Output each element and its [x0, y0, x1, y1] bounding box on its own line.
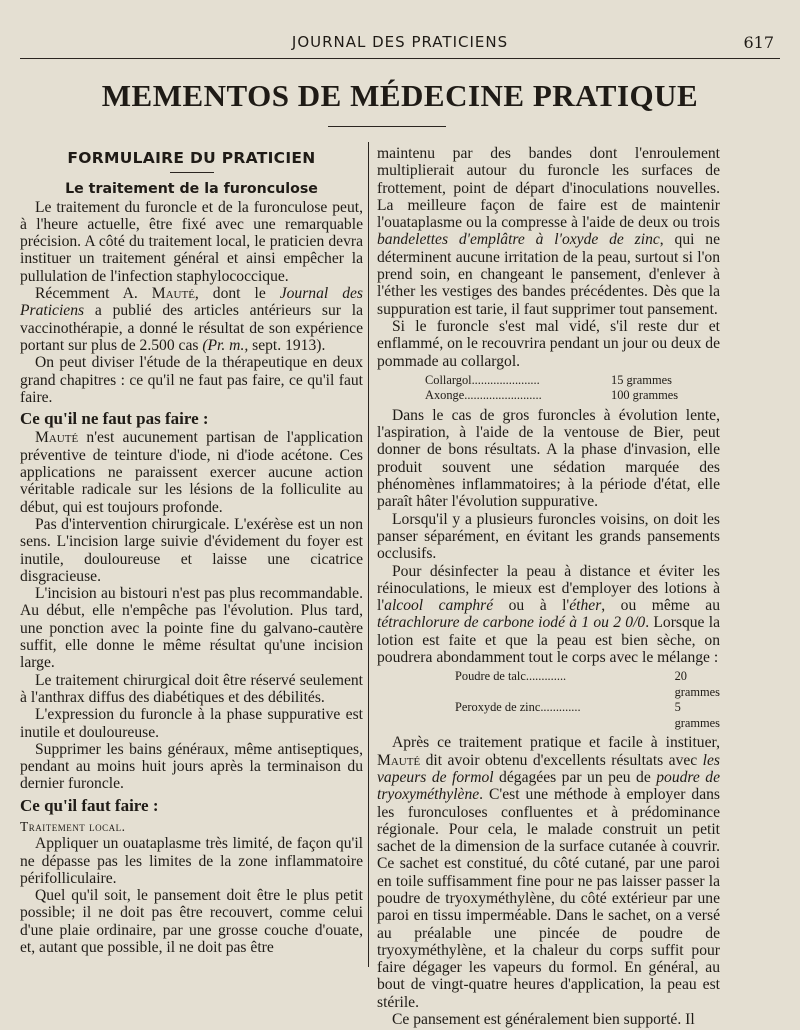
formula-row [377, 669, 720, 700]
formula-row [377, 388, 720, 404]
page-header [20, 30, 780, 59]
running-head: JOURNAL DES PRATICIENS [291, 33, 509, 51]
left-column [20, 148, 363, 956]
paragraph: Lorsqu'il y a plusieurs furoncles voisins, on doit les panser séparément, en évitant les grands pansements occlusifs. [377, 510, 720, 563]
paragraph: Supprimer les bains généraux, même antiseptiques, pendant au moins huit jours après la terminaison du dernier furoncle. [20, 740, 363, 793]
paragraph [20, 285, 363, 354]
text-run: n'est aucunement partisan de l'application préventive de teinture d'iode, ni d'iode acétone. Ces applications ne paraissent exercer aucune action véritable radicale sur les lésions de la folliculite au début, qui est toujours profonde. [20, 429, 363, 516]
author-name: Mauté [35, 429, 79, 447]
italic-term: éther [569, 597, 602, 615]
text-run: Récemment A. [35, 285, 152, 303]
ingredient-qty: 15 grammes [611, 372, 672, 387]
paragraph: L'expression du furoncle à la phase suppurative est inutile et douloureuse. [20, 706, 363, 741]
right-column [377, 145, 720, 1028]
paragraph: Le traitement chirurgical doit être réservé seulement à l'anthrax diffus des diabétiques et des débilités. [20, 671, 363, 706]
formula-row [377, 700, 720, 731]
paragraph: Appliquer un ouataplasme très limité, de façon qu'il ne dépasse pas les limites de la zone inflammatoire périfolliculaire. [20, 835, 363, 887]
formula-collargol [377, 373, 720, 404]
text-run: maintenu par des bandes dont l'enroulement multiplierait autour du furoncle les surfaces de frottement, point de départ d'inoculations nouvelles. La meilleure façon de faire est de maintenir l'ouataplasme ou la compresse à l'aide de deux ou trois [377, 145, 720, 232]
text-run: . C'est une méthode à employer dans les furonculoses confluentes et à prédominance régionale. Pour cela, le malade construit un petit sachet de la dimension de la surface cutanée à couvrir. Ce sachet est constitué, du côté cutané, par une paroi en toile suffisamment fine pour ne pas laisser passer la poudre de tryoxyméthylène, du côté extérieur par une paroi en tissu imperméable. Dans le sachet, on a versé au préalable une pincée de poudre de tryoxyméthylène, et la chaleur du corps suffit pour faire dégager les vapeurs du formol. En général, au bout de vingt-quatre heures d'application, la peau est stérile. [377, 786, 720, 1011]
paragraph: On peut diviser l'étude de la thérapeutique en deux grand chapitres : ce qu'il ne faut pas faire, ce qu'il faut faire. [20, 354, 363, 406]
text-run: , qui ne déterminent aucune irritation de la peau, surtout si l'on prend soin, en changeant le pansement, d'enlever à l'éther les vestiges des bandes précédentes. Dès que la suppuration est tarie, il faut supprimer tout pansement. [377, 231, 720, 318]
paragraph [20, 429, 363, 515]
paragraph: L'incision au bistouri n'est pas plus recommandable. Au début, elle n'empêche pas l'évolution. Plus tard, une ponction avec la pointe fine du galvano-cautère suffit, elle donne le même résultat qu'une incision large. [20, 585, 363, 672]
text-run: , ou même au [601, 597, 720, 615]
ingredient-qty: 5 grammes [674, 700, 720, 730]
text-run: a publié des articles antérieurs sur la vaccinothérapie, a donné le résultat de son expérience portant sur plus de 2.500 cas [20, 302, 363, 354]
sub-heading: Traitement local. [20, 818, 126, 834]
author-name: Mauté [151, 285, 195, 303]
text-run: dit avoir obtenu d'excellents résultats avec [420, 751, 703, 769]
paragraph [377, 563, 720, 667]
formula-talc [377, 669, 720, 731]
text-run: ou à l' [493, 597, 570, 615]
page-number: 617 [743, 33, 774, 52]
italic-term: bandelettes d'emplâtre à l'oxyde de zinc [377, 231, 660, 249]
section-title: FORMULAIRE DU PRATICIEN [67, 149, 316, 167]
italic-term: alcool camphré [384, 597, 494, 615]
article-title: Le traitement de la furonculose [65, 181, 318, 198]
paragraph: Pas d'intervention chirurgicale. L'exérèse est un non sens. L'incision large suivie d'évidement du foyer est inutile, douloureuse et laisse une cicatrice disgracieuse. [20, 515, 363, 585]
heading-do: Ce qu'il faut faire : [20, 795, 159, 815]
italic-term: poudre de tryoxyméthylène [377, 768, 720, 804]
column-divider [368, 142, 369, 967]
ingredient-qty: 20 grammes [674, 669, 720, 699]
italic-term: tétrachlorure de carbone iodé à 1 ou 2 0/0 [377, 614, 646, 632]
text-run: Pour désinfecter la peau à distance et éviter les réinoculations, le mieux est d'employer des lotions à l' [377, 562, 720, 615]
ingredient-name: Collargol...................... [425, 372, 540, 387]
italic-term: les vapeurs de formol [377, 751, 720, 786]
text-run: sept. 1913). [248, 336, 326, 354]
text-run: dégagées par un peu de [493, 768, 657, 786]
ingredient-name: Axonge......................... [425, 388, 542, 403]
main-title: MEMENTOS DE MÉDECINE PRATIQUE [101, 78, 699, 113]
text-run: . Lorsque la lotion est faite et que la peau est bien sèche, on poudrera abondamment tout le corps avec le mélange : [377, 614, 720, 667]
paragraph: Quel qu'il soit, le pansement doit être le plus petit possible; il ne doit pas être recouvert, comme celui d'une plaie ordinaire, par une grosse couche d'ouate, et, autant que possible, il ne doit pas être [20, 887, 363, 957]
paragraph: Le traitement du furoncle et de la furonculose peut, à l'heure actuelle, être fixé avec une remarquable précision. A côté du traitement local, le praticien devra instituer un traitement général et ainsi empêcher la pullulation de l'infection staphylococcique. [20, 198, 363, 285]
ingredient-name: Poudre de talc............. [455, 669, 567, 684]
section-rule [170, 172, 214, 173]
ingredient-name: Peroxyde de zinc............. [455, 700, 581, 715]
paragraph: Dans le cas de gros furoncles à évolution lente, l'aspiration, à l'aide de la ventouse de Bier, peut donner de bons résultats. A la phase d'invasion, elle produit souvent une sédation marquée des phénomènes inflammatoires; à la période d'état, elle paraît hâter l'évolution suppurative. [377, 406, 720, 511]
author-name: Mauté [377, 751, 421, 769]
reference: (Pr. m., [202, 336, 249, 354]
paragraph [377, 734, 720, 1011]
text-run: , dont le [194, 285, 280, 303]
text-run: Après ce traitement pratique et facile à instituer, [392, 734, 720, 752]
paragraph: Ce pansement est généralement bien supporté. Il [392, 1011, 695, 1029]
journal-title: Journal des Praticiens [20, 285, 363, 320]
paragraph: Si le furoncle s'est mal vidé, s'il reste dur et enflammé, on le recouvrira pendant un jour ou deux de pommade au collargol. [377, 317, 720, 370]
title-rule [328, 126, 446, 127]
heading-dont: Ce qu'il ne faut pas faire : [20, 409, 209, 429]
ingredient-qty: 100 grammes [611, 388, 679, 403]
formula-row [377, 373, 720, 389]
paragraph [377, 145, 720, 318]
